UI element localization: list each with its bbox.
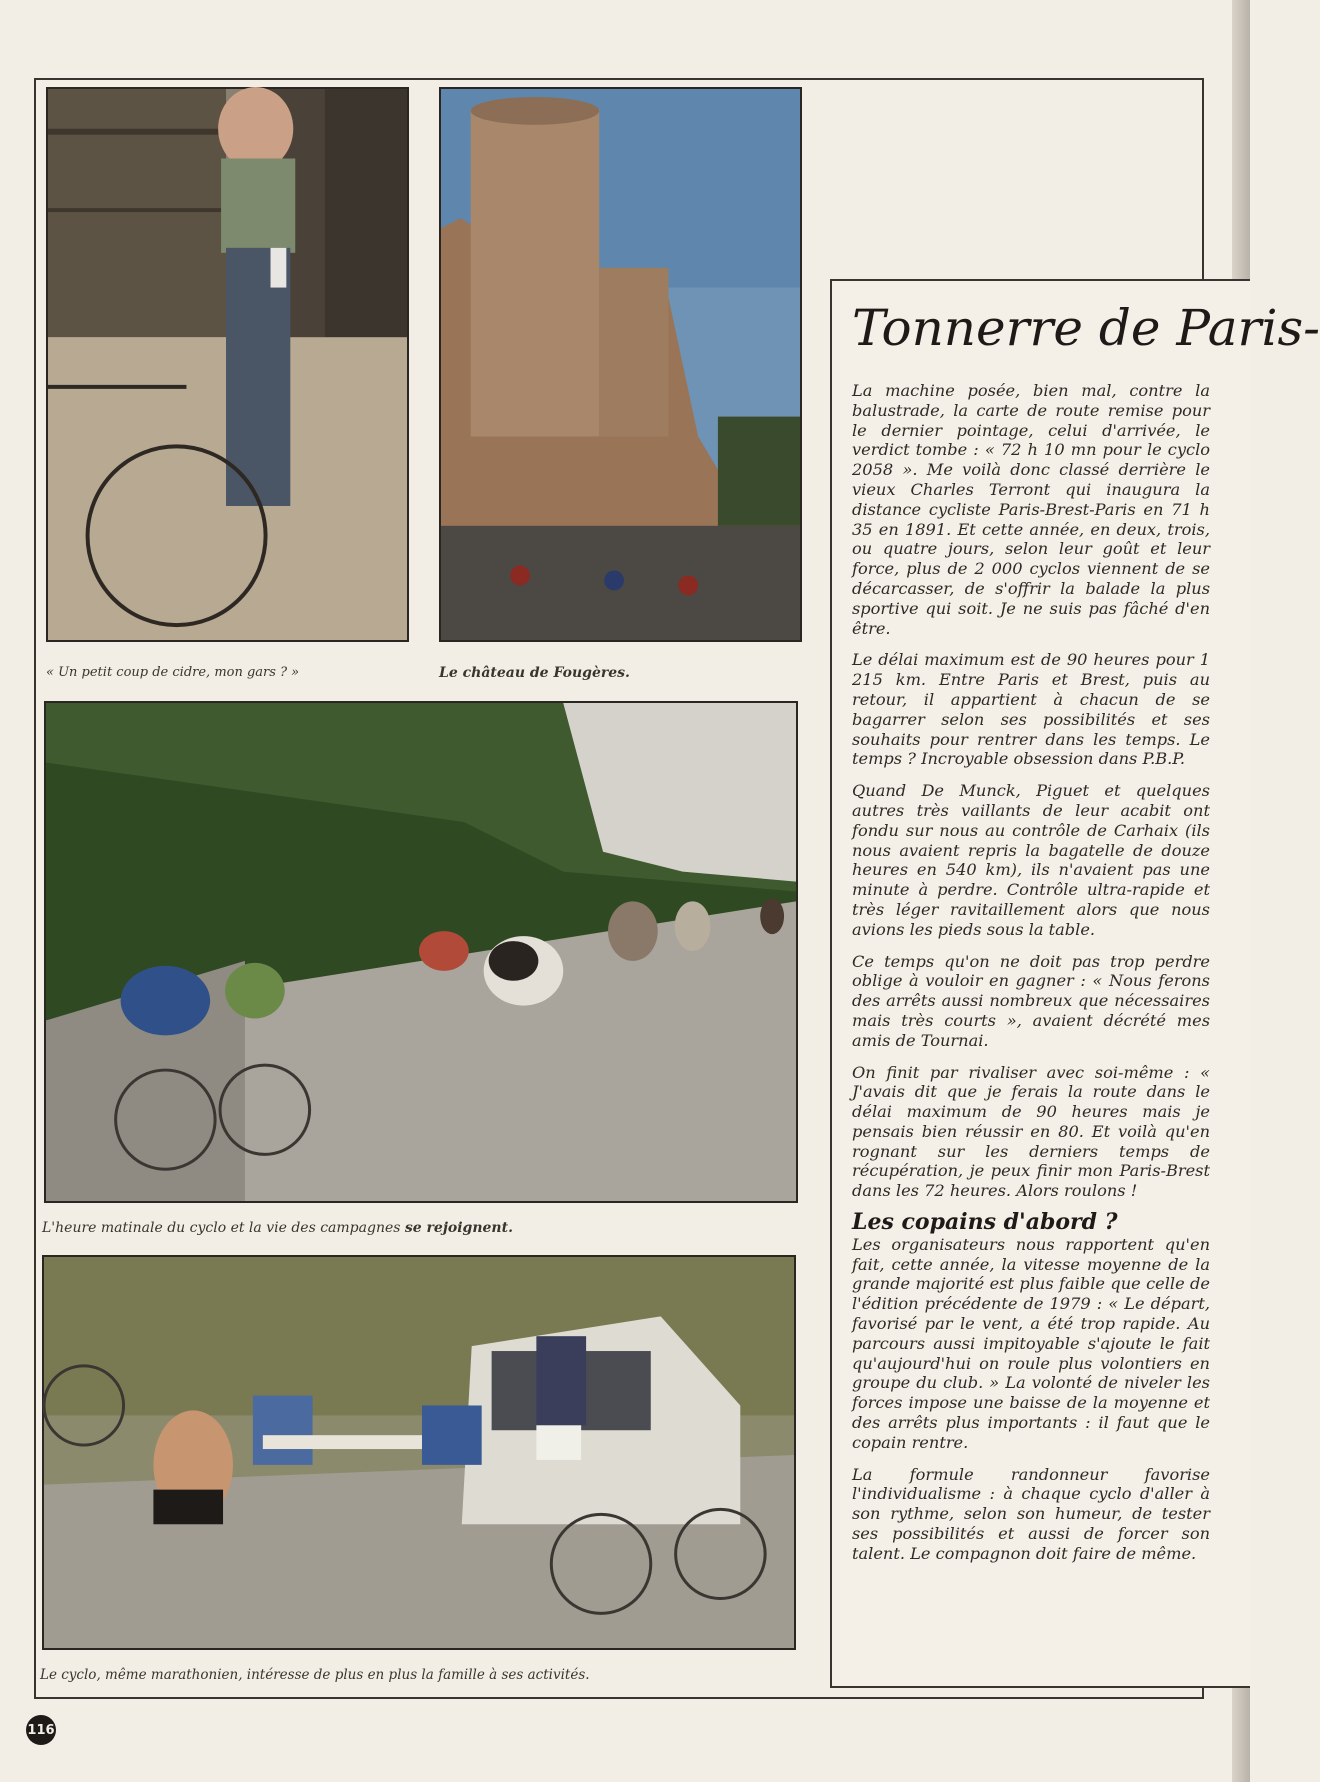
article-paragraph: La machine posée, bien mal, contre la balustrade, la carte de route remise pour le dernier pointage, celui d'arrivée, le verdict tombe : « 72 h 10 mn pour le cyclo 2058 ». Me voilà donc classé derrière le vieux Charles Terront qui inaugura la distance cycliste Paris-Brest-Paris en 71 h 35 en 1891. Et cette année, en deux, trois, ou quatre jours, selon leur goût et leur force, plus de 2 000 cyclos viennent de se décarcasser, de s'offrir la balade la plus sportive qui soit. Je ne suis pas fâché d'en être. <box>852 381 1210 638</box>
article-paragraph: Ce temps qu'on ne doit pas trop perdre oblige à vouloir en gagner : « Nous ferons des arrêts aussi nombreux que nécessaires mais très courts », avaient décrété mes amis de Tournai. <box>852 951 1210 1050</box>
caption-castle <box>439 665 630 681</box>
caption-cows <box>42 1220 513 1236</box>
photo-farmer-with-bicycle <box>46 87 409 642</box>
article-paragraph: Quand De Munck, Piguet et quelques autres très vaillants de leur acabit ont fondu sur nous au contrôle de Carhaix (ils nous avaient repris la bagatelle de douze heures en 540 km), ils n'avaient pas une minute à perdre. Contrôle ultra-rapide et très léger ravitaillement alors que nous avions les pieds sous la table. <box>852 781 1210 939</box>
caption-farmer: « Un petit coup de cidre, mon gars ? » <box>46 665 300 680</box>
page-number: 116 <box>26 1715 56 1745</box>
photo-picnic <box>42 1255 796 1650</box>
caption-cows-text-b: se rejoignent. <box>404 1220 513 1236</box>
photo-castle-fougeres <box>439 87 802 642</box>
article-title: Tonnerre de Paris- <box>852 299 1320 357</box>
article-paragraph: La formule randonneur favorise l'individualisme : à chaque cyclo d'aller à son rythme, selon son humeur, de tester ses possibilités et aussi de forcer son talent. Le compagnon doit faire de même. <box>852 1464 1210 1563</box>
article-paragraph: Le délai maximum est de 90 heures pour 1 215 km. Entre Paris et Brest, puis au retour, il appartient à chacun de se bagarrer selon ses possibilités et ses souhaits pour rentrer dans les temps. Le temps ? Incroyable obsession dans P.B.P. <box>852 650 1210 769</box>
photo-cyclists-and-cows <box>44 701 798 1203</box>
article-paragraph: Les organisateurs nous rapportent qu'en fait, cette année, la vitesse moyenne de la grande majorité est plus faible que celle de l'édition précédente de 1979 : « Le départ, favorisé par le vent, a été trop rapide. Au parcours aussi impitoyable s'ajoute le fait qu'aujourd'hui on roule plus volontiers en groupe du club. » La volonté de niveler les forces impose une baisse de la moyenne et des arrêts plus importants : il faut que le copain rentre. <box>852 1234 1210 1452</box>
article-box <box>830 279 1320 1688</box>
article-body <box>852 381 1210 1576</box>
article-subheading: Les copains d'abord ? <box>852 1209 1118 1236</box>
caption-picnic: Le cyclo, même marathonien, intéresse de plus en plus la famille à ses activités. <box>40 1667 590 1683</box>
caption-castle-text: Le château de Fougères. <box>439 665 630 681</box>
caption-cows-text-a: L'heure matinale du cyclo et la vie des campagnes <box>42 1220 405 1236</box>
article-paragraph: On finit par rivaliser avec soi-même : « J'avais dit que je ferais la route dans le délai maximum de 90 heures mais je pensais bien réussir en 80. Et voilà qu'en rognant sur les derniers temps de récupération, je peux finir mon Paris-Brest dans les 72 heures. Alors roulons ! <box>852 1062 1210 1201</box>
